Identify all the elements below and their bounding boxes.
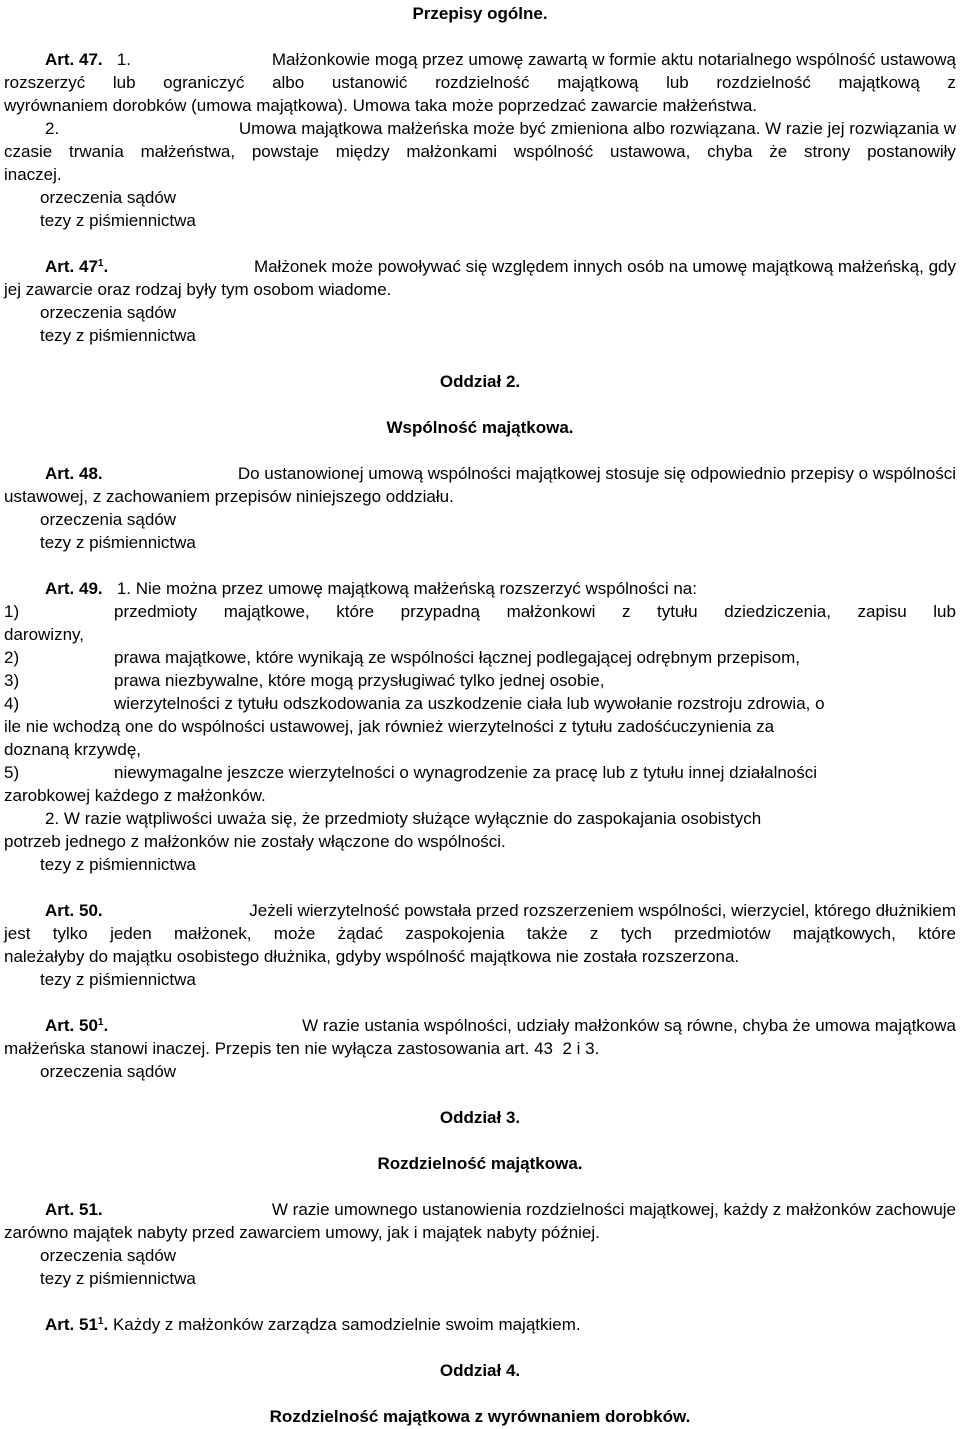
- article-number: Art. 50.: [45, 901, 103, 920]
- paragraph-number: 2.: [45, 119, 60, 138]
- art-51-line-2: zarówno majątek nabyty przed zawarciem umowy, jak i majątek nabyty później.: [4, 1223, 600, 1242]
- division-title: Rozdzielność majątkowa.: [377, 1154, 583, 1173]
- article-number: Art. 49.: [45, 579, 103, 598]
- list-item-number: 1): [4, 602, 20, 621]
- art-48-text: Do ustanowionej umową wspólności majątkowej stosuje się odpowiednio przepisy o wspólności: [237, 464, 956, 483]
- art-49-par-2-line-1: [45, 807, 761, 830]
- paragraph-number: 1.: [116, 50, 132, 69]
- article-number: Art. 50: [45, 1016, 98, 1035]
- art-47-1-line-2: jej zawarcie oraz rodzaj były tym osobom wiadome.: [4, 280, 392, 299]
- division-label: Oddział 3.: [439, 1108, 521, 1127]
- art-47-line-1: [45, 48, 956, 71]
- article-number-dot: .: [103, 1016, 109, 1035]
- literature-theses-link[interactable]: tezy z piśmiennictwa: [40, 970, 196, 989]
- art-47-1-line-1: [45, 255, 956, 278]
- division-title: Wspólność majątkowa.: [386, 418, 574, 437]
- article-number: Art. 47.: [45, 50, 103, 69]
- article-number: Art. 47: [45, 257, 98, 276]
- article-number-dot: .: [103, 257, 109, 276]
- art-47-line-6: inaczej.: [4, 165, 62, 184]
- art-48-line-1: [45, 462, 956, 485]
- art-50-line-3: należałyby do majątku osobistego dłużnika, gdyby wspólność majątkowa nie została rozszerzona.: [4, 947, 740, 966]
- literature-theses-link[interactable]: tezy z piśmiennictwa: [40, 855, 196, 874]
- list-item-number: 5): [4, 763, 20, 782]
- list-item-text: niewymagalne jeszcze wierzytelności o wynagrodzenie za pracę lub z tytułu innej działalności: [114, 763, 818, 782]
- list-item-number: 4): [4, 694, 20, 713]
- court-rulings-link[interactable]: orzeczenia sądów: [40, 1246, 177, 1265]
- list-item-continuation: doznaną krzywdę,: [4, 740, 142, 759]
- art-49-par-2-line-2: potrzeb jednego z małżonków nie zostały włączone do wspólności.: [4, 832, 506, 851]
- art-50-text: Jeżeli wierzytelność powstała przed rozszerzeniem wspólności, wierzyciel, którego dłużnikiem: [249, 901, 956, 920]
- art-50-1-line-1: [45, 1014, 956, 1037]
- art-49-line-1: [45, 577, 697, 600]
- art-50-1-text: W razie ustania wspólności, udziały małżonków są równe, chyba że umowa majątkowa: [302, 1016, 956, 1035]
- court-rulings-link[interactable]: orzeczenia sądów: [40, 1062, 177, 1081]
- art-50-line-2: jest tylko jeden małżonek, może żądać zaspokojenia także z tych przedmiotów majątkowych, które: [4, 924, 956, 943]
- article-number-dot: .: [103, 1315, 109, 1334]
- literature-theses-link[interactable]: tezy z piśmiennictwa: [40, 1269, 196, 1288]
- article-number: Art. 51.: [45, 1200, 103, 1219]
- art-50-1-text: małżeńska stanowi inaczej. Przepis ten nie wyłącza zastosowania art. 43: [4, 1039, 553, 1058]
- art-47-line-3: wyrównaniem dorobków (umowa majątkowa). Umowa taka może poprzedzać zawarcie małżeństwa.: [4, 96, 758, 115]
- art-50-1-text-tail: 2 i 3.: [562, 1039, 600, 1058]
- art-48-line-2: ustawowej, z zachowaniem przepisów niniejszego oddziału.: [4, 487, 454, 506]
- list-item-continuation: ile nie wchodzą one do wspólności ustawowej, jak również wierzytelności z tytułu zadośćuczynienia za: [4, 717, 775, 736]
- court-rulings-link[interactable]: orzeczenia sądów: [40, 510, 177, 529]
- art-51-1-line-1: [45, 1313, 581, 1336]
- list-item-continuation: darowizny,: [4, 625, 84, 644]
- article-superscript: 1: [97, 1017, 104, 1028]
- art-50-1-line-2: [4, 1037, 599, 1060]
- article-superscript: 1: [97, 258, 104, 269]
- art-49-text: Nie można przez umowę majątkową małżeńską rozszerzyć wspólności na:: [135, 579, 697, 598]
- paragraph-number: 1.: [116, 579, 132, 598]
- art-47-line-4: [45, 117, 956, 140]
- literature-theses-link[interactable]: tezy z piśmiennictwa: [40, 211, 196, 230]
- art-49-par-2-text: W razie wątpliwości uważa się, że przedmioty służące wyłącznie do zaspokajania osobistych: [63, 809, 762, 828]
- literature-theses-link[interactable]: tezy z piśmiennictwa: [40, 326, 196, 345]
- literature-theses-link[interactable]: tezy z piśmiennictwa: [40, 533, 196, 552]
- division-label: Oddział 4.: [439, 1361, 521, 1380]
- list-item-text: prawa niezbywalne, które mogą przysługiwać tylko jednej osobie,: [114, 671, 605, 690]
- list-item-continuation: zarobkowej każdego z małżonków.: [4, 786, 266, 805]
- art-51-1-text: Każdy z małżonków zarządza samodzielnie swoim majątkiem.: [112, 1315, 581, 1334]
- list-item-number: 2): [4, 648, 20, 667]
- art-47-1-text: Małżonek może powoływać się względem innych osób na umowę majątkową małżeńską, gdy: [253, 257, 956, 276]
- division-label: Oddział 2.: [439, 372, 521, 391]
- art-47-line-5: czasie trwania małżeństwa, powstaje między małżonkami wspólność ustawowa, chyba że strony postanowiły: [4, 142, 956, 161]
- article-number: Art. 51: [45, 1315, 98, 1334]
- art-47-line-2: rozszerzyć lub ograniczyć albo ustanowić rozdzielność majątkową lub rozdzielność majątkową z: [4, 73, 956, 92]
- paragraph-number: 2.: [45, 809, 60, 828]
- section-heading: Przepisy ogólne.: [412, 4, 548, 23]
- art-47-text: Małżonkowie mogą przez umowę zawartą w formie aktu notarialnego wspólność ustawową: [271, 50, 956, 69]
- list-item-text: prawa majątkowe, które wynikają ze wspólności łącznej podlegającej odrębnym przepisom,: [114, 648, 801, 667]
- list-item-number: 3): [4, 671, 20, 690]
- art-47-text: Umowa majątkowa małżeńska może być zmieniona albo rozwiązana. W razie jej rozwiązania w: [238, 119, 956, 138]
- list-item-text: przedmioty majątkowe, które przypadną małżonkowi z tytułu dziedziczenia, zapisu lub: [114, 602, 956, 621]
- division-title: Rozdzielność majątkowa z wyrównaniem dorobków.: [269, 1407, 691, 1426]
- article-superscript: 1: [97, 1316, 104, 1327]
- article-number: Art. 48.: [45, 464, 103, 483]
- list-item-text: wierzytelności z tytułu odszkodowania za uszkodzenie ciała lub wywołanie rozstroju zdrowia, o: [114, 694, 825, 713]
- art-50-line-1: [45, 899, 956, 922]
- art-51-line-1: [45, 1198, 956, 1221]
- court-rulings-link[interactable]: orzeczenia sądów: [40, 188, 177, 207]
- court-rulings-link[interactable]: orzeczenia sądów: [40, 303, 177, 322]
- art-51-text: W razie umownego ustanowienia rozdzielności majątkowej, każdy z małżonków zachowuje: [271, 1200, 956, 1219]
